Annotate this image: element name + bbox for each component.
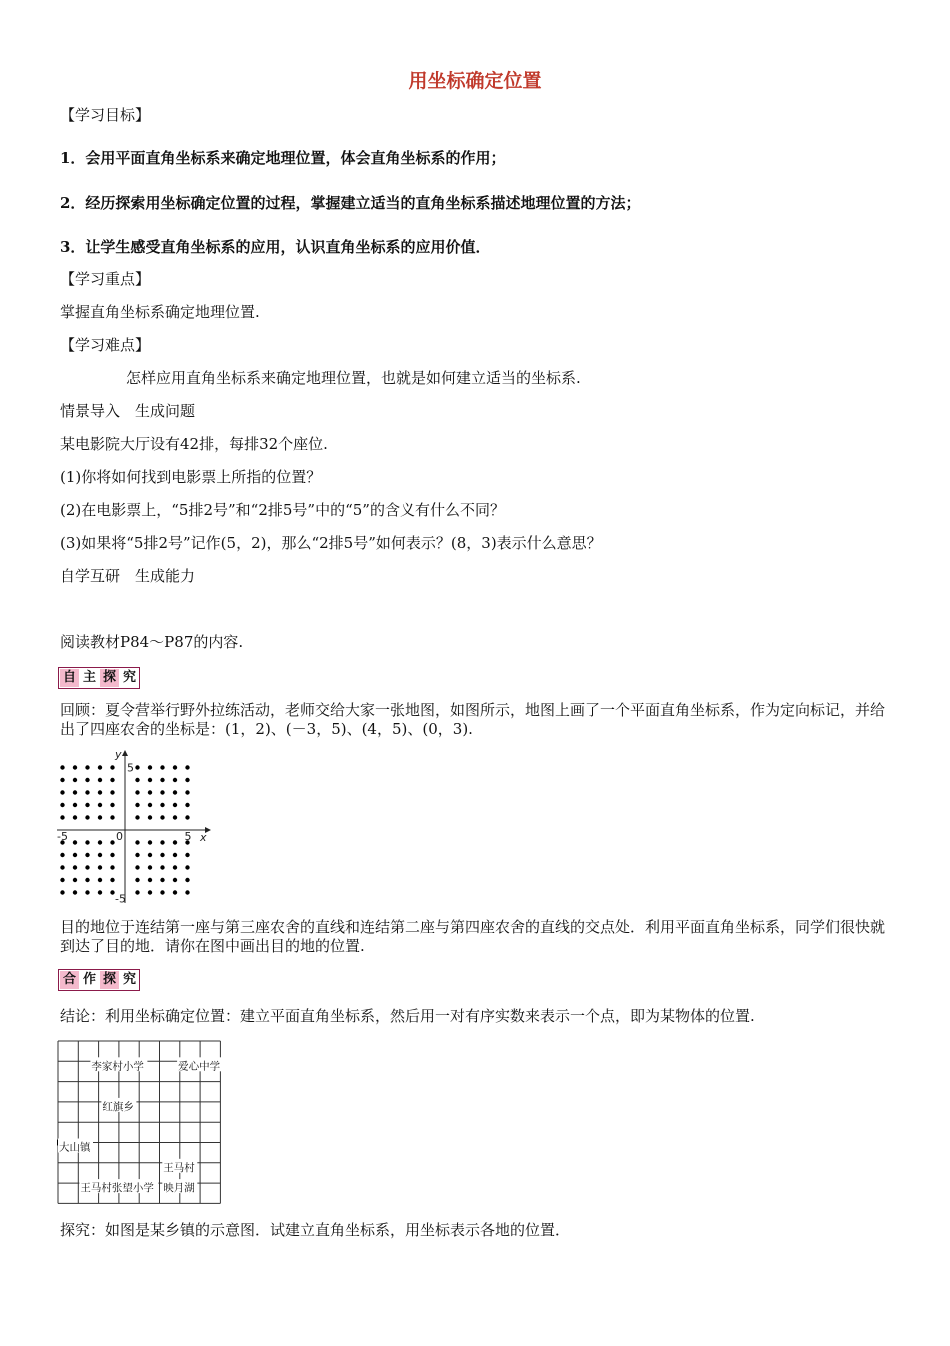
grid-dot xyxy=(135,840,139,844)
cooperate-explore-badge xyxy=(58,969,140,991)
conclusion-text: 结论：利用坐标确定位置：建立平面直角坐标系，然后用一对有序实数来表示一个点，即为某物体的位置. xyxy=(60,1007,755,1025)
grid-dot xyxy=(173,878,177,882)
intro-heading: 情景导入 生成问题 xyxy=(60,402,196,420)
grid-dot xyxy=(160,765,164,769)
grid-dot xyxy=(110,765,114,769)
grid-dot xyxy=(173,803,177,807)
badge-char: 作 xyxy=(80,971,99,989)
grid-dot xyxy=(185,865,189,869)
y-tick-label: -5 xyxy=(115,892,126,906)
grid-dot xyxy=(98,840,102,844)
x-tick-label: 5 xyxy=(184,830,192,843)
grid-dot xyxy=(173,890,177,894)
grid-dot xyxy=(173,815,177,819)
destination-text: 目的地位于连结第一座与第三座农舍的直线和连结第二座与第四座农舍的直线的交点处．利用平面直角坐标系，同学们很快就到达了目的地．请你在图中画出目的地的位置. xyxy=(60,918,886,955)
x-axis-label: x xyxy=(200,831,207,844)
grid-dot xyxy=(148,803,152,807)
grid-dot xyxy=(73,840,77,844)
grid-dot xyxy=(98,765,102,769)
grid-dot xyxy=(148,853,152,857)
grid-dot xyxy=(185,803,189,807)
grid-dot xyxy=(110,878,114,882)
goal-item-3: 3．让学生感受直角坐标系的应用，认识直角坐标系的应用价值． xyxy=(60,238,491,256)
grid-dot xyxy=(85,815,89,819)
grid-dot xyxy=(135,815,139,819)
grid-dot xyxy=(85,790,89,794)
map-place-label: 红旗乡 xyxy=(102,1100,134,1113)
grid-dot xyxy=(148,865,152,869)
grid-dot xyxy=(160,815,164,819)
map-place-label: 爱心中学 xyxy=(178,1060,221,1073)
grid-dot xyxy=(73,853,77,857)
badge-char: 究 xyxy=(120,669,139,687)
badge-char: 合 xyxy=(60,971,79,989)
grid-dot xyxy=(85,890,89,894)
grid-dot xyxy=(85,878,89,882)
grid-dot xyxy=(60,865,64,869)
grid-dot xyxy=(60,853,64,857)
grid-dot xyxy=(160,890,164,894)
grid-dot xyxy=(148,890,152,894)
reading-text: 阅读教材P84～P87的内容. xyxy=(60,633,244,651)
grid-dot xyxy=(173,778,177,782)
grid-dot xyxy=(110,853,114,857)
grid-dot xyxy=(135,790,139,794)
y-tick-label: 5 xyxy=(127,761,134,775)
grid-dot xyxy=(73,865,77,869)
badge-char: 主 xyxy=(80,669,99,687)
grid-dot xyxy=(73,803,77,807)
grid-dot xyxy=(110,790,114,794)
grid-dot xyxy=(73,815,77,819)
grid-dot xyxy=(60,765,64,769)
focus-heading: 【学习重点】 xyxy=(60,270,151,288)
grid-dot xyxy=(148,878,152,882)
grid-dot xyxy=(60,778,64,782)
grid-dot xyxy=(135,853,139,857)
grid-dot xyxy=(173,865,177,869)
grid-dot xyxy=(60,815,64,819)
grid-dot xyxy=(60,803,64,807)
grid-dot xyxy=(98,865,102,869)
grid-dot xyxy=(160,803,164,807)
grid-dot xyxy=(60,790,64,794)
grid-dot xyxy=(148,840,152,844)
grid-dot xyxy=(85,778,89,782)
grid-dot xyxy=(85,865,89,869)
map-place-label: 王马村 xyxy=(163,1161,195,1174)
grid-dot xyxy=(135,865,139,869)
grid-dot xyxy=(98,853,102,857)
explore-text: 探究：如图是某乡镇的示意图．试建立直角坐标系，用坐标表示各地的位置． xyxy=(60,1221,571,1239)
self-study-heading: 自学互研 生成能力 xyxy=(60,567,196,585)
grid-dot xyxy=(185,815,189,819)
grid-dot xyxy=(185,890,189,894)
grid-dot xyxy=(185,853,189,857)
intro-question-3: (3)如果将“5排2号”记作(5，2)，那么“2排5号”如何表示？(8，3)表示什么意思？ xyxy=(60,534,602,552)
intro-question-2: (2)在电影票上，“5排2号”和“2排5号”中的“5”的含义有什么不同？ xyxy=(60,501,505,519)
page-title: 用坐标确定位置 xyxy=(408,70,542,92)
grid-dot xyxy=(160,840,164,844)
grid-dot xyxy=(185,790,189,794)
grid-dot xyxy=(60,878,64,882)
grid-dot xyxy=(98,803,102,807)
self-explore-badge xyxy=(58,667,140,689)
grid-dot xyxy=(148,765,152,769)
grid-dot xyxy=(85,803,89,807)
grid-dot xyxy=(148,790,152,794)
grid-dot xyxy=(135,890,139,894)
grid-dot xyxy=(160,865,164,869)
grid-dot xyxy=(98,790,102,794)
grid-dot xyxy=(110,840,114,844)
map-place-label: 王马村张望小学 xyxy=(80,1182,154,1195)
y-axis-label: y xyxy=(115,748,122,761)
grid-dot xyxy=(85,840,89,844)
grid-dot xyxy=(110,803,114,807)
grid-dot xyxy=(185,878,189,882)
grid-dot xyxy=(148,815,152,819)
grid-dot xyxy=(160,790,164,794)
grid-dot xyxy=(160,878,164,882)
grid-dot xyxy=(85,765,89,769)
difficulty-heading: 【学习难点】 xyxy=(60,336,151,354)
goals-heading: 【学习目标】 xyxy=(60,106,151,124)
grid-dot xyxy=(148,778,152,782)
grid-dot xyxy=(135,778,139,782)
grid-dot xyxy=(185,765,189,769)
grid-dot xyxy=(98,815,102,819)
badge-char: 究 xyxy=(120,971,139,989)
grid-dot xyxy=(135,803,139,807)
grid-dot xyxy=(73,778,77,782)
grid-dot xyxy=(173,765,177,769)
y-axis-arrow xyxy=(122,750,128,756)
focus-text: 掌握直角坐标系确定地理位置. xyxy=(60,303,260,321)
goal-item-2: 2．经历探索用坐标确定位置的过程，掌握建立适当的直角坐标系描述地理位置的方法； xyxy=(60,194,641,212)
grid-dot xyxy=(110,815,114,819)
intro-text: 某电影院大厅设有42排，每排32个座位. xyxy=(60,435,328,453)
grid-dot xyxy=(73,878,77,882)
dot-grid-figure xyxy=(55,748,215,908)
review-text: 回顾：夏令营举行野外拉练活动，老师交给大家一张地图，如图所示，地图上画了一个平面直角坐标系，作为定向标记，并给出了四座农舍的坐标是：(1，2)、(－3，5)、(4，5)、(0，3). xyxy=(60,701,886,738)
grid-dot xyxy=(173,840,177,844)
grid-dot xyxy=(85,853,89,857)
grid-dot xyxy=(73,790,77,794)
grid-dot xyxy=(185,778,189,782)
grid-dot xyxy=(173,853,177,857)
grid-dot xyxy=(73,890,77,894)
grid-dot xyxy=(98,778,102,782)
badge-char: 探 xyxy=(100,669,119,687)
grid-dot xyxy=(110,865,114,869)
origin-label: 0 xyxy=(116,830,123,843)
grid-dot xyxy=(73,765,77,769)
goal-item-1: 1．会用平面直角坐标系来确定地理位置，体会直角坐标系的作用； xyxy=(60,149,506,167)
grid-dot xyxy=(110,778,114,782)
difficulty-text: 怎样应用直角坐标系来确定地理位置，也就是如何建立适当的坐标系. xyxy=(126,369,581,387)
grid-dot xyxy=(160,778,164,782)
map-place-label: 大山镇 xyxy=(59,1141,91,1154)
town-map-figure xyxy=(57,1040,225,1208)
grid-dot xyxy=(160,853,164,857)
x-tick-label: -5 xyxy=(57,830,68,843)
grid-dot xyxy=(98,890,102,894)
badge-char: 探 xyxy=(100,971,119,989)
grid-dot xyxy=(60,890,64,894)
map-place-label: 李家村小学 xyxy=(91,1060,144,1073)
intro-question-1: (1)你将如何找到电影票上所指的位置？ xyxy=(60,468,322,486)
badge-char: 自 xyxy=(60,669,79,687)
map-place-label: 映月湖 xyxy=(163,1182,195,1195)
grid-dot xyxy=(135,765,139,769)
grid-dot xyxy=(173,790,177,794)
grid-dot xyxy=(98,878,102,882)
grid-dot xyxy=(135,878,139,882)
